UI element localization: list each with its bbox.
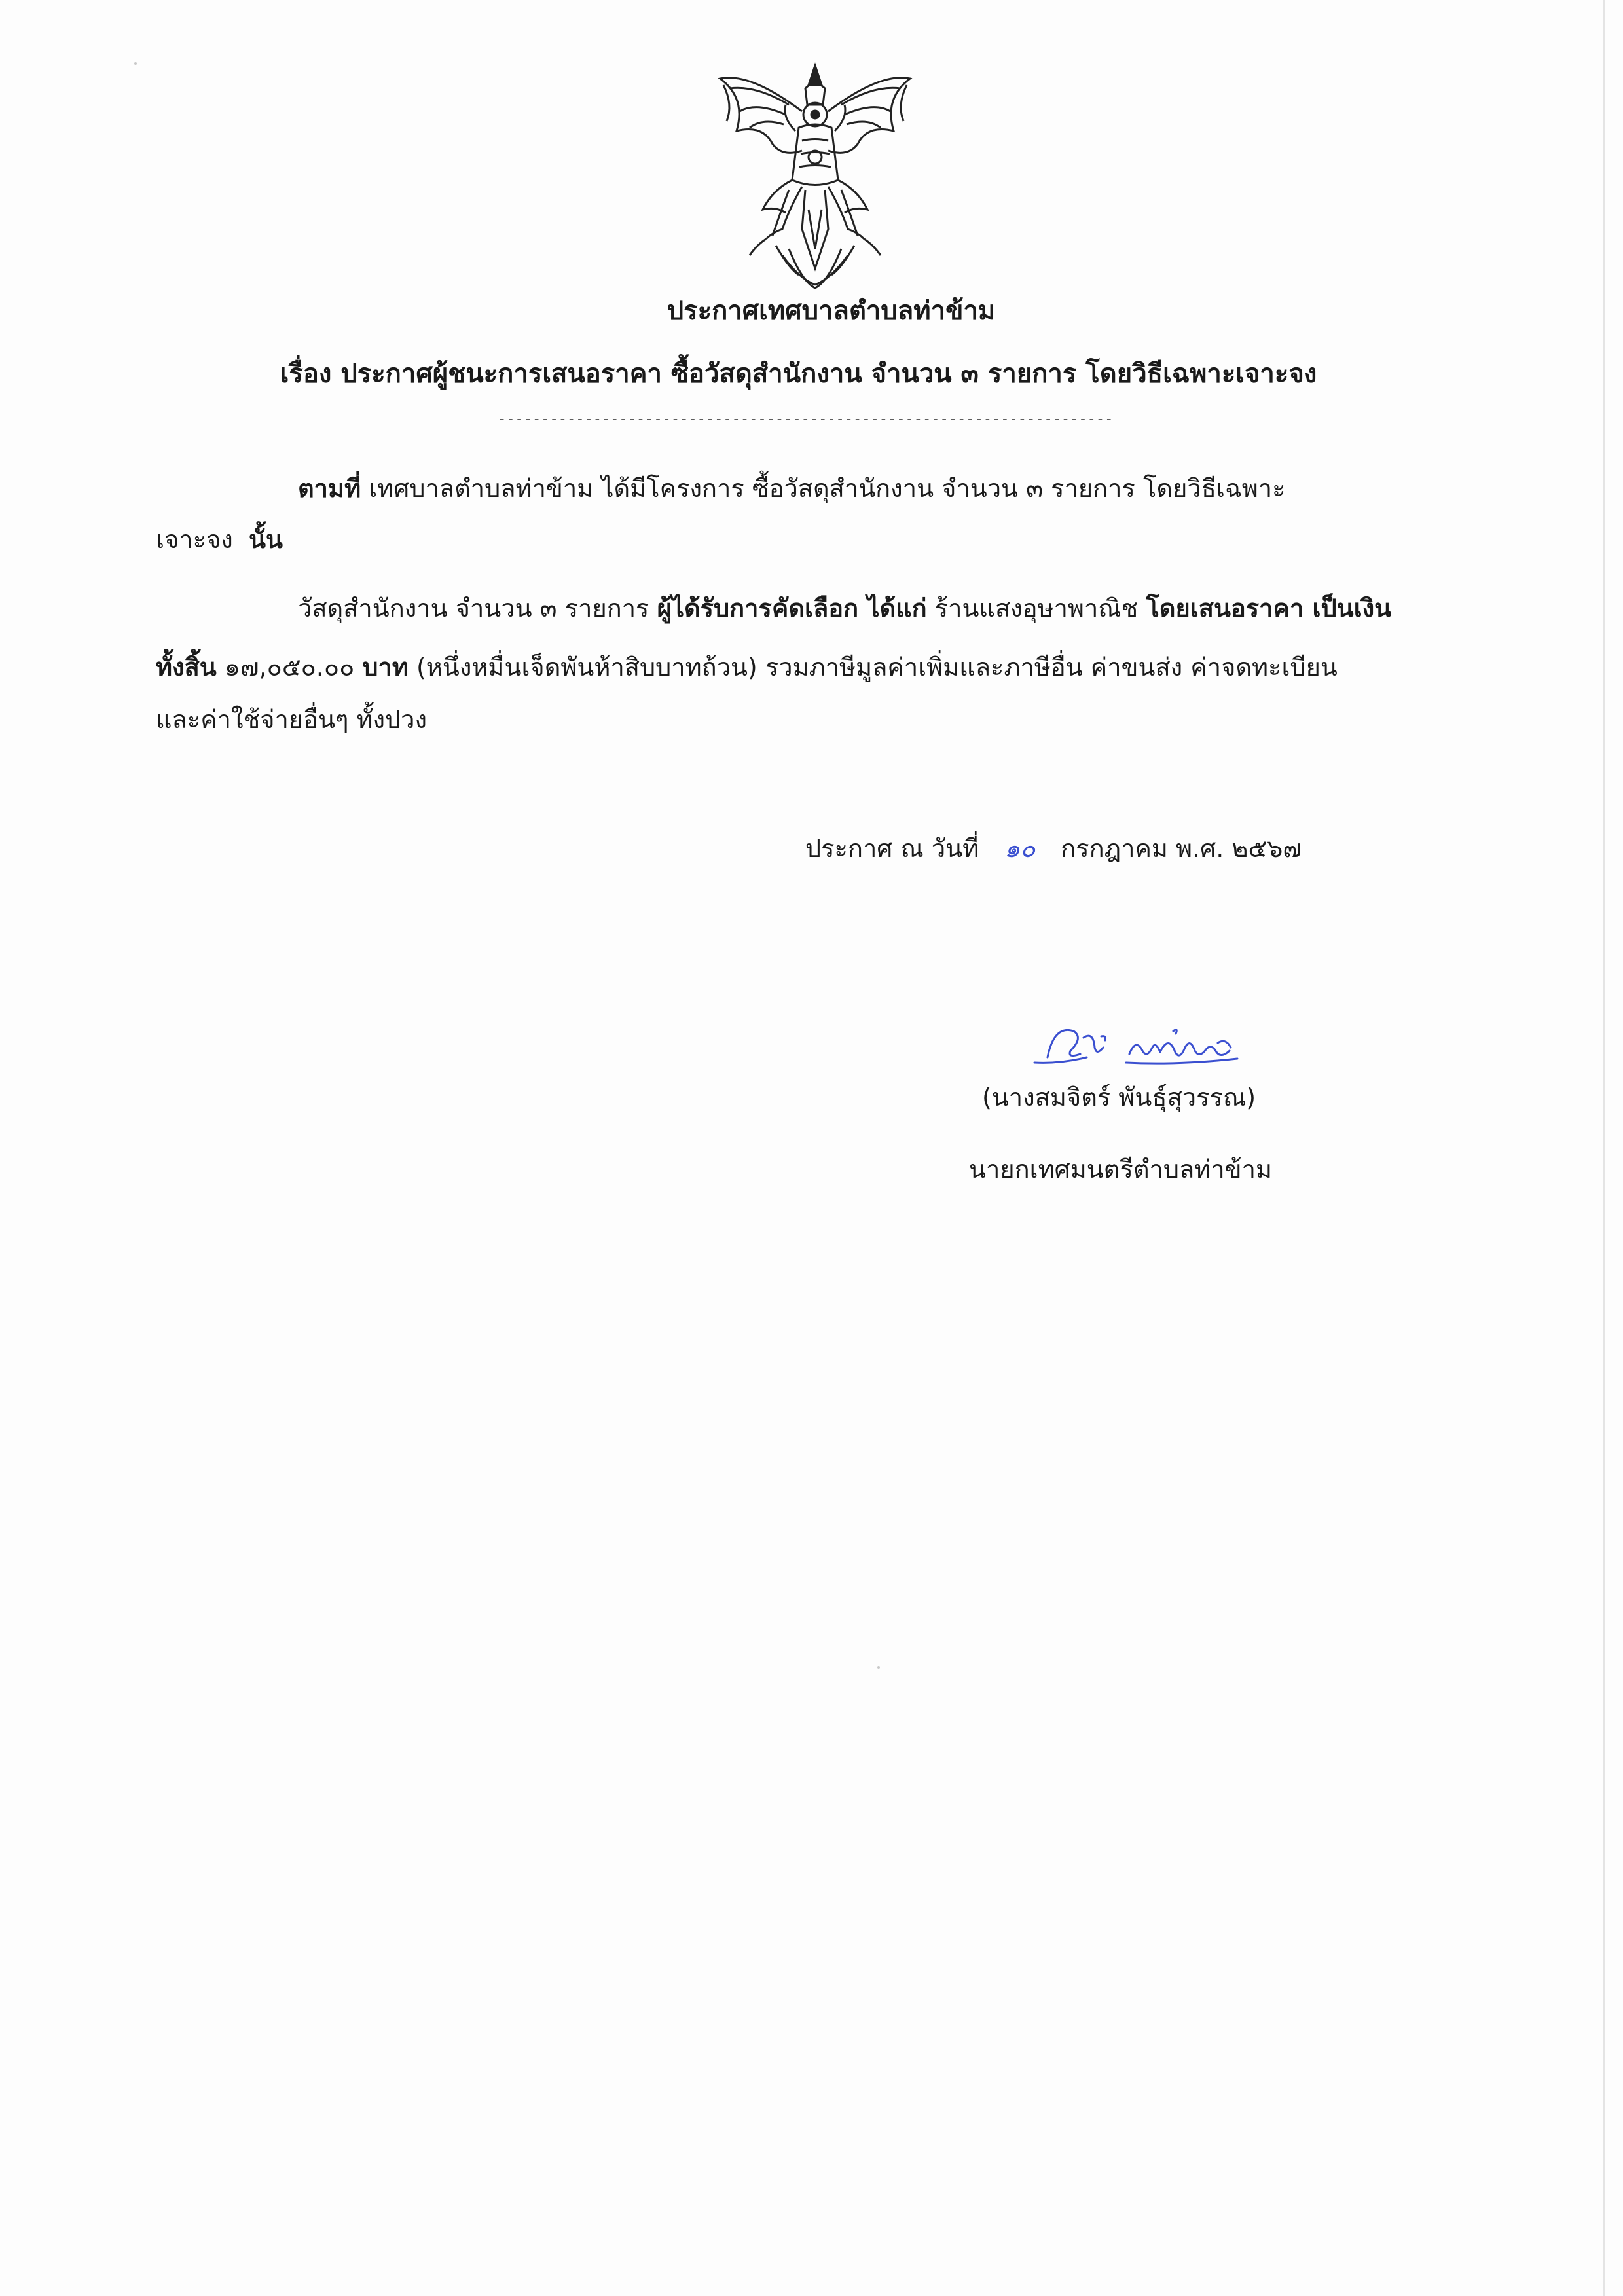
p2-amount-words: (หนึ่งหมื่นเจ็ดพันห้าสิบบาทถ้วน) (416, 653, 757, 682)
p1-line2: เจาะจง (156, 525, 233, 554)
announcement-date (805, 828, 1302, 868)
p2-winner: ร้านแสงอุษาพาณิช (934, 594, 1139, 623)
p1-prefix: ตามที่ (298, 474, 361, 503)
p1-line1-rest: เทศบาลตำบลท่าข้าม ได้มีโครงการ ซื้อวัสดุสำนักงาน จำนวน ๓ รายการ โดยวิธีเฉพาะ (369, 474, 1286, 503)
scan-speck (134, 62, 137, 65)
issuer-title: ประกาศเทศบาลตำบลท่าข้าม (666, 296, 996, 326)
signer-title: นายกเทศมนตรีตำบลท่าข้าม (969, 1155, 1273, 1184)
paragraph-1-line-1 (298, 476, 1286, 501)
p2-winner-label: ผู้ได้รับการคัดเลือก ได้แก่ (657, 594, 927, 623)
signer-name: (นางสมจิตร์ พันธุ์สุวรรณ) (982, 1083, 1256, 1112)
date-day: ๑๐ (1004, 834, 1036, 863)
dashed-separator: ----------------------------------------------------------------------- (498, 411, 1114, 428)
p2-line2-rest: รวมภาษีมูลค่าเพิ่มและภาษีอื่น ค่าขนส่ง ค่าจดทะเบียน (765, 653, 1338, 682)
date-prefix: ประกาศ ณ วันที่ (805, 834, 979, 863)
p1-line2-end: นั้น (249, 525, 283, 554)
paragraph-2-line-1 (298, 596, 1391, 621)
paragraph-2-line-3: และค่าใช้จ่ายอื่นๆ ทั้งปวง (156, 705, 428, 734)
p2-currency: บาท (362, 653, 409, 682)
garuda-emblem-icon (710, 59, 920, 295)
subject-label: เรื่อง (280, 359, 332, 389)
p2-price-label: โดยเสนอราคา เป็นเงิน (1146, 594, 1392, 623)
handwritten-signature-icon (1021, 1011, 1270, 1084)
subject-text: ประกาศผู้ชนะการเสนอราคา ซื้อวัสดุสำนักงาน จำนวน ๓ รายการ โดยวิธีเฉพาะเจาะจง (340, 359, 1317, 389)
p2-item: วัสดุสำนักงาน จำนวน ๓ รายการ (298, 594, 649, 623)
p2-amount: ๑๗,๐๕๐.๐๐ (224, 653, 355, 682)
subject-line (0, 352, 1610, 394)
date-month-year: กรกฎาคม พ.ศ. ๒๕๖๗ (1061, 834, 1302, 863)
scan-edge-line (1603, 0, 1605, 2296)
paragraph-1-line-2 (156, 527, 283, 552)
p2-total-label: ทั้งสิ้น (156, 653, 217, 682)
scan-speck (877, 1666, 880, 1669)
paragraph-2-line-2 (156, 655, 1338, 680)
